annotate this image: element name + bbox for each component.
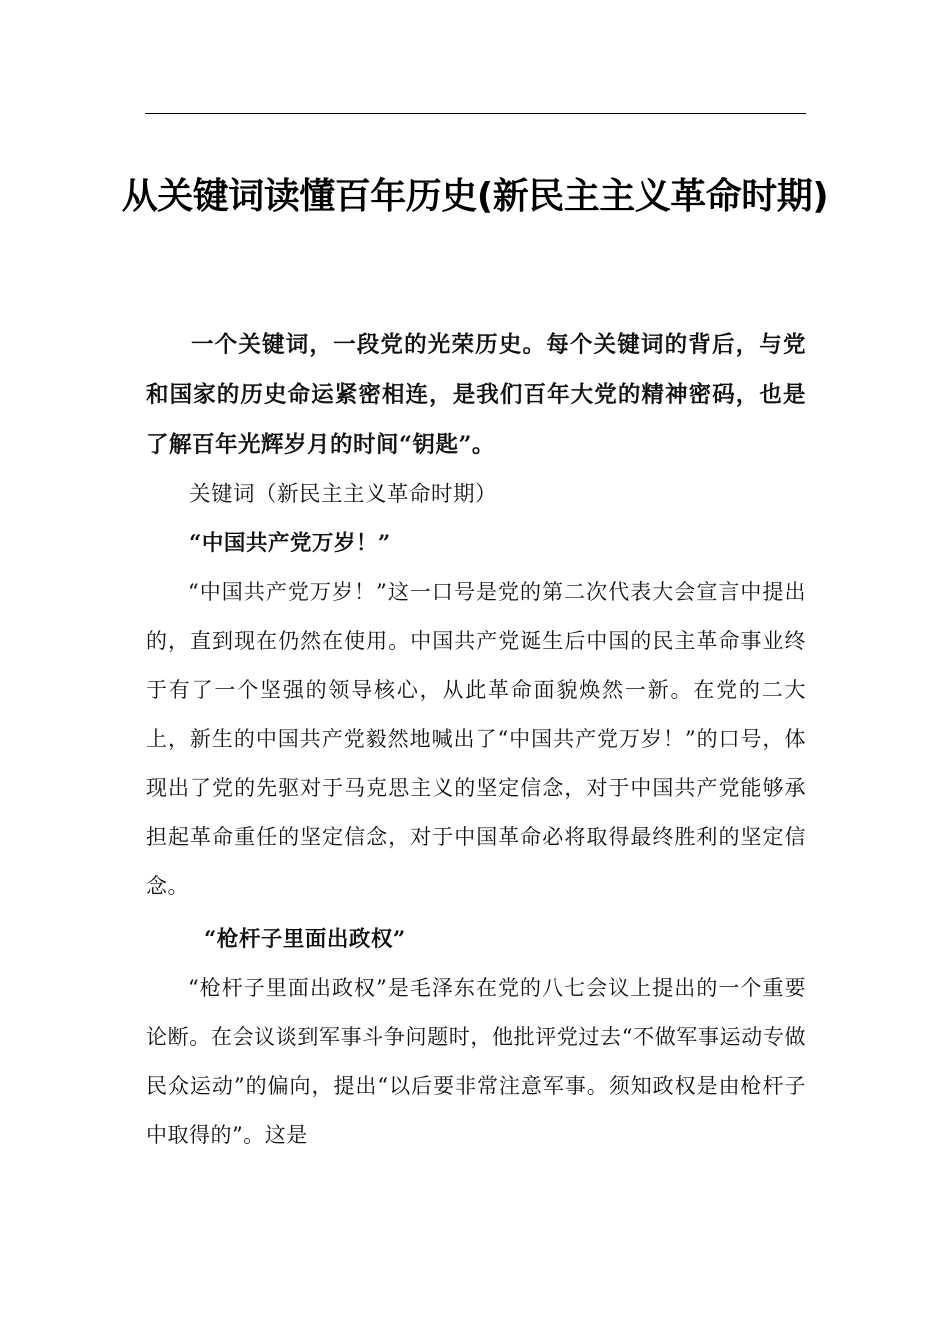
document-body [146,320,806,1160]
section-body-2: “枪杆子里面出政权”是毛泽东在党的八七会议上提出的一个重要论断。在会议谈到军事斗争问题时，他批评党过去“不做军事运动专做民众运动”的偏向，提出“以后要非常注意军事。须知政权是由枪杆子中取得的”。这是 [146,976,806,1147]
intro-paragraph: 一个关键词，一段党的光荣历史。每个关键词的背后，与党和国家的历史命运紧密相连，是我们百年大党的精神密码，也是了解百年光辉岁月的时间“钥匙”。 [146,332,806,458]
section-heading-2: “枪杆子里面出政权” [204,927,406,952]
header-rule [145,113,806,114]
section-label: 关键词（新民主主义革命时期） [189,482,498,507]
document-title: 从关键词读懂百年历史(新民主主义革命时期) [121,176,829,217]
section-body-1: “中国共产党万岁！”这一口号是党的第二次代表大会宣言中提出的，直到现在仍然在使用。中国共产党诞生后中国的民主革命事业终于有了一个坚强的领导核心，从此革命面貌焕然一新。在党的二大上，新生的中国共产党毅然地喊出了“中国共产党万岁！”的口号，体现出了党的先驱对于马克思主义的坚定信念，对于中国共产党能够承担起革命重任的坚定信念，对于中国革命必将取得最终胜利的坚定信念。 [146,580,806,898]
section-heading-1: “中国共产党万岁！” [189,531,391,556]
